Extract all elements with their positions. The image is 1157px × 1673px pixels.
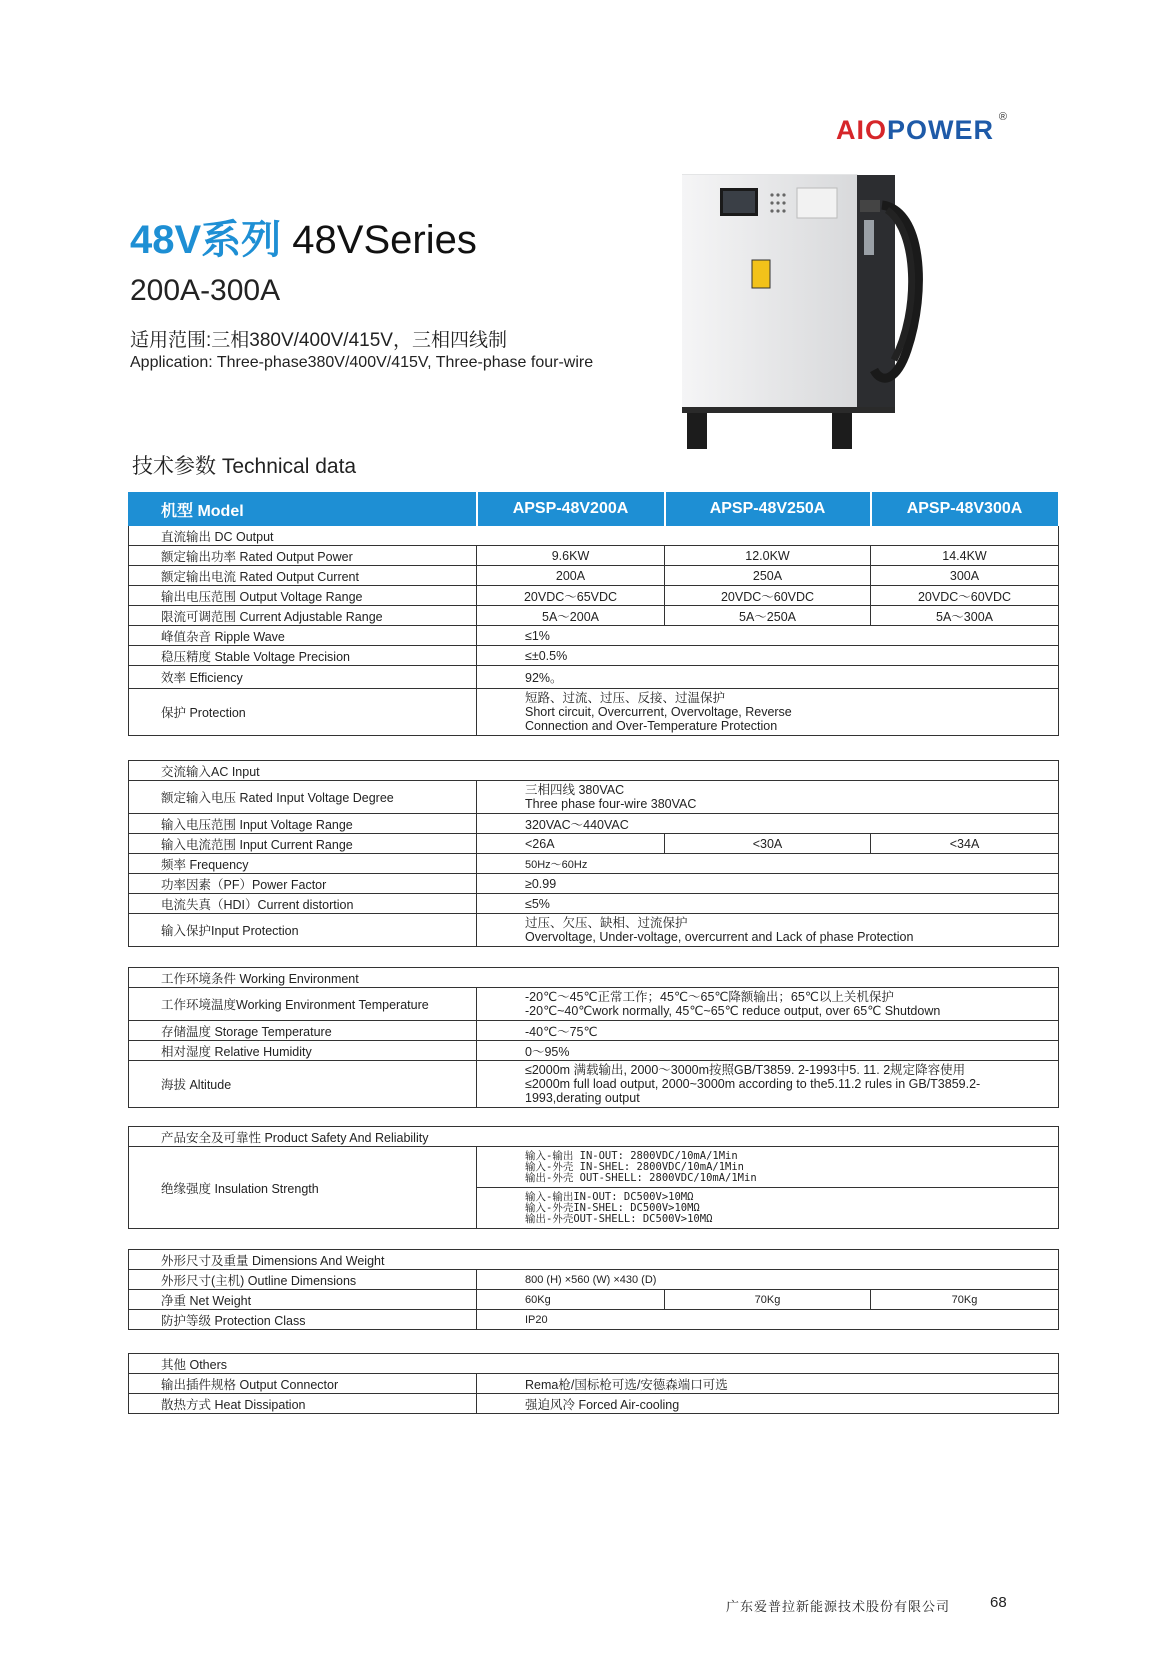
table-row: 稳压精度 Stable Voltage Precision ≤±0.5% [129,646,1059,666]
table-row: 相对湿度 Relative Humidity 0～95% [129,1041,1059,1061]
table-row: 额定输出功率 Rated Output Power 9.6KW 12.0KW 14.4KW [129,546,1059,566]
table-row [129,1354,1059,1374]
logo-ring-icon: O [865,115,888,145]
spec-table-dimensions [128,1249,1059,1330]
page-subtitle: 200A-300A [130,274,281,307]
page-number: 68 [990,1594,1007,1611]
section-title: 交流输入AC Input [129,761,1059,781]
table-row: 输出插件规格 Output Connector Rema枪/国标枪可选/安德森端口可选 [129,1374,1059,1394]
table-row: 效率 Efficiency 92%。 [129,666,1059,689]
header-model-1: APSP-48V200A [477,493,665,526]
table-row: 输入电流范围 Input Current Range <26A <30A <34A [129,834,1059,854]
header-model-3: APSP-48V300A [871,493,1059,526]
table-row: 绝缘强度 Insulation Strength 输入-输出 IN-OUT: 2800VDC/10mA/1Min 输入-外壳 IN-SHEL: 2800VDC/10mA/1Min 输出-外壳 OUT-SHELL: 2800VDC/10mA/1Min [129,1147,1059,1188]
table-row [129,968,1059,988]
table-row: 外形尺寸(主机) Outline Dimensions 800 (H) ×560 (W) ×430 (D) [129,1270,1059,1290]
table-row: 防护等级 Protection Class IP20 [129,1310,1059,1330]
table-row: 海拔 Altitude ≤2000m 满载输出, 2000～3000m按照GB/T3859. 2-1993中5. 11. 2规定降容使用 ≤2000m full load output, 2000~3000m according to the5.11.2 rules in GB/T3859.2- 1993,derating output [129,1061,1059,1108]
section-title: 其他 Others [129,1354,1059,1374]
table-row: 输入电压范围 Input Voltage Range 320VAC～440VAC [129,814,1059,834]
table-row: 工作环境温度Working Environment Temperature -20℃～45℃正常工作；45℃～65℃降额输出；65℃以上关机保护 -20℃~40℃work normally, 45℃~65℃ reduce output, over 65℃ Shutdown [129,988,1059,1021]
header-model-2: APSP-48V250A [665,493,871,526]
header-model: 机型 Model [129,493,477,526]
page-title: 48V系列 48VSeries [130,218,477,262]
table-row: 功率因素（PF）Power Factor ≥0.99 [129,874,1059,894]
table-row: 输入-输出IN-OUT: DC500V>10MΩ 输入-外壳IN-SHEL: DC500V>10MΩ 输出-外壳OUT-SHELL: DC500V>10MΩ [129,1188,1059,1229]
section-title: 工作环境条件 Working Environment [129,968,1059,988]
table-row: 电流失真（HDI）Current distortion ≤5% [129,894,1059,914]
application-en: Application: Three-phase380V/400V/415V, Three-phase four-wire [130,354,594,371]
table-row: 峰值杂音 Ripple Wave ≤1% [129,626,1059,646]
technical-data-heading: 技术参数 Technical data [132,455,357,478]
table-row: 额定输出电流 Rated Output Current 200A 250A 300A [129,566,1059,586]
spec-table-environment [128,967,1059,1108]
table-row: 频率 Frequency 50Hz～60Hz [129,854,1059,874]
spec-table-others [128,1353,1059,1414]
spec-table-ac [128,760,1059,947]
section-title: 外形尺寸及重量 Dimensions And Weight [129,1250,1059,1270]
table-row [129,761,1059,781]
table-row: 输入保护Input Protection 过压、欠压、缺相、过流保护 Overvoltage, Under-voltage, overcurrent and Lack of phase Protection [129,914,1059,947]
table-row: 限流可调范围 Current Adjustable Range 5A～200A 5A～250A 5A～300A [129,606,1059,626]
table-header-row [129,493,1059,526]
application-cn: 适用范围:三相380V/400V/415V，三相四线制 [130,330,507,351]
section-title: 产品安全及可靠性 Product Safety And Reliability [129,1127,1059,1147]
footer-company: 广东爱普拉新能源技术股份有限公司 [726,1599,951,1614]
table-row: 存储温度 Storage Temperature -40℃～75℃ [129,1021,1059,1041]
brand-logo: AIOPOWER ® [836,111,1009,145]
table-row [129,526,1059,546]
spec-table-dc [128,492,1060,736]
table-row: 净重 Net Weight 60Kg 70Kg 70Kg [129,1290,1059,1310]
section-title: 直流输出 DC Output [129,526,1059,546]
spec-table-safety [128,1126,1059,1229]
charger-product-image [682,170,932,455]
table-row: 保护 Protection 短路、过流、过压、反接、过温保护 Short circuit, Overcurrent, Overvoltage, Reverse Connection and Over-Temperature Protection [129,689,1059,736]
table-row: 散热方式 Heat Dissipation 强迫风冷 Forced Air-cooling [129,1394,1059,1414]
table-row [129,1250,1059,1270]
table-row: 额定输入电压 Rated Input Voltage Degree 三相四线 380VAC Three phase four-wire 380VAC [129,781,1059,814]
table-row: 输出电压范围 Output Voltage Range 20VDC～65VDC 20VDC～60VDC 20VDC～60VDC [129,586,1059,606]
table-row [129,1127,1059,1147]
